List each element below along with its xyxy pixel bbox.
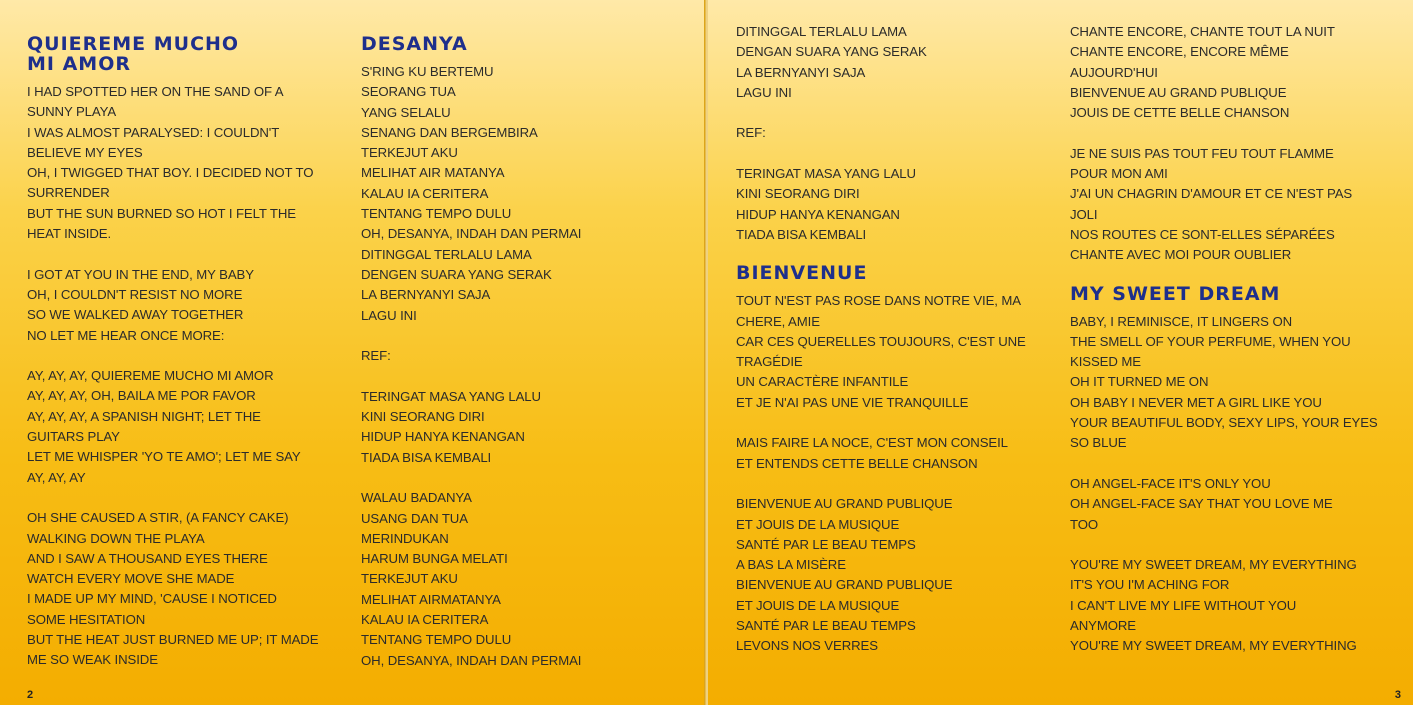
lyric-line: KINI SEORANG DIRI — [361, 409, 485, 425]
lyric-line: J'AI UN CHAGRIN D'AMOUR ET CE N'EST PAS — [1070, 186, 1353, 202]
lyrics-my-sweet-dream — [1070, 312, 1378, 657]
lyric-line: CHANTE ENCORE, ENCORE MÊME — [1070, 44, 1289, 60]
lyric-line: A BAS LA MISÈRE — [736, 557, 846, 573]
lyric-line: HIDUP HANYA KENANGAN — [361, 429, 525, 445]
lyrics-desanya — [361, 62, 581, 671]
lyric-line: UN CARACTÈRE INFANTILE — [736, 374, 909, 390]
lyric-line: TERKEJUT AKU — [361, 145, 458, 161]
lyric-line: POUR MON AMI — [1070, 166, 1168, 182]
lyric-line: SO BLUE — [1070, 435, 1127, 451]
stanza-break — [27, 488, 318, 508]
desanya-continued — [736, 22, 1026, 657]
lyric-line: ET ENTENDS CETTE BELLE CHANSON — [736, 455, 978, 471]
lyric-line: REF: — [361, 348, 391, 364]
lyric-line: HIDUP HANYA KENANGAN — [736, 206, 900, 222]
lyric-line: SEORANG TUA — [361, 84, 456, 100]
lyric-line: TERKEJUT AKU — [361, 571, 458, 587]
lyric-line: OH BABY I NEVER MET A GIRL LIKE YOU — [1070, 394, 1322, 410]
lyric-line: BELIEVE MY EYES — [27, 144, 143, 160]
lyric-line: ET JOUIS DE LA MUSIQUE — [736, 597, 900, 613]
page-number-left: 2 — [27, 689, 34, 701]
song-title-desanya — [361, 34, 581, 54]
lyric-line: SANTÉ PAR LE BEAU TEMPS — [736, 536, 916, 552]
lyric-line: I HAD SPOTTED HER ON THE SAND OF A — [27, 84, 284, 99]
lyric-line: ET JE N'AI PAS UNE VIE TRANQUILLE — [736, 394, 969, 410]
lyrics-quiereme — [27, 82, 318, 671]
lyric-line: WATCH EVERY MOVE SHE MADE — [27, 571, 235, 587]
lyric-line: OH ANGEL-FACE SAY THAT YOU LOVE ME — [1070, 496, 1333, 512]
lyric-line: HARUM BUNGA MELATI — [361, 551, 508, 567]
lyric-line: NOS ROUTES CE SONT-ELLES SÉPARÉES — [1070, 226, 1335, 242]
song-title-line: QUIEREME MUCHO — [27, 33, 240, 55]
lyric-line: ME SO WEAK INSIDE — [27, 652, 158, 668]
song-title-line: BIENVENUE — [736, 262, 868, 285]
lyrics-bienvenue — [736, 291, 1026, 656]
lyric-line: IT'S YOU I'M ACHING FOR — [1070, 577, 1230, 593]
lyric-line: TOO — [1070, 516, 1099, 532]
song-title-my-sweet-dream — [1070, 284, 1378, 304]
lyric-line: OH, DESANYA, INDAH DAN PERMAI — [361, 652, 582, 668]
lyric-line: LAGU INI — [361, 307, 417, 323]
song-title-bienvenue — [736, 263, 1026, 283]
lyric-line: KISSED ME — [1070, 354, 1141, 370]
stanza-break — [736, 144, 1026, 164]
song-title-quiereme — [27, 34, 318, 74]
lyric-line: JOUIS DE CETTE BELLE CHANSON — [1070, 105, 1290, 121]
page-number-right: 3 — [1394, 689, 1401, 701]
lyric-line: GUITARS PLAY — [27, 429, 120, 445]
lyric-line: LA BERNYANYI SAJA — [361, 287, 491, 303]
lyric-line: NO LET ME HEAR ONCE MORE: — [27, 327, 225, 343]
lyric-line: BIENVENUE AU GRAND PUBLIQUE — [1070, 84, 1287, 100]
lyric-line: AUJOURD'HUI — [1070, 64, 1158, 80]
lyric-line: SOME HESITATION — [27, 611, 146, 627]
stanza-break — [361, 366, 581, 386]
lyric-line: I CAN'T LIVE MY LIFE WITHOUT YOU — [1070, 597, 1297, 613]
lyric-line: YANG SELALU — [361, 104, 451, 120]
lyric-line: YOUR BEAUTIFUL BODY, SEXY LIPS, YOUR EYES — [1070, 415, 1378, 431]
lyric-line: WALAU BADANYA — [361, 490, 472, 506]
lyric-line: TENTANG TEMPO DULU — [361, 632, 512, 648]
lyric-line: KINI SEORANG DIRI — [736, 186, 860, 202]
lyric-line: BIENVENUE AU GRAND PUBLIQUE — [736, 496, 953, 512]
lyric-line: DENGEN SUARA YANG SERAK — [361, 266, 552, 282]
lyric-line: SO WE WALKED AWAY TOGETHER — [27, 307, 244, 323]
song-title-line: MI AMOR — [27, 53, 131, 75]
lyric-line: AND I SAW A THOUSAND EYES THERE — [27, 550, 268, 566]
lyric-line: CAR CES QUERELLES TOUJOURS, C'EST UNE — [736, 333, 1026, 349]
lyric-line: OH SHE CAUSED A STIR, (A FANCY CAKE) — [27, 510, 289, 526]
lyric-line: BIENVENUE AU GRAND PUBLIQUE — [736, 577, 953, 593]
stanza-break — [361, 326, 581, 346]
lyric-line: OH ANGEL-FACE IT'S ONLY YOU — [1070, 475, 1271, 491]
lyric-line: LAGU INI — [736, 84, 792, 100]
lyric-line: JE NE SUIS PAS TOUT FEU TOUT FLAMME — [1070, 145, 1334, 161]
stanza-break — [27, 346, 318, 366]
lyric-line: LA BERNYANYI SAJA — [736, 64, 866, 80]
lyric-line: MELIHAT AIRMATANYA — [361, 591, 501, 607]
lyric-line: LEVONS NOS VERRES — [736, 638, 878, 654]
lyric-line: CHANTE ENCORE, CHANTE TOUT LA NUIT — [1070, 24, 1335, 39]
lyric-line: I WAS ALMOST PARALYSED: I COULDN'T — [27, 124, 280, 140]
stanza-break — [736, 474, 1026, 494]
bienvenue-continued — [1070, 22, 1378, 657]
lyric-line: AY, AY, AY — [27, 469, 86, 485]
song-desanya — [361, 34, 581, 671]
lyric-line: LET ME WHISPER 'YO TE AMO'; LET ME SAY — [27, 449, 301, 465]
lyric-line: TERINGAT MASA YANG LALU — [361, 388, 541, 404]
lyric-line: DENGAN SUARA YANG SERAK — [736, 44, 927, 60]
lyric-line: ET JOUIS DE LA MUSIQUE — [736, 516, 900, 532]
lyric-line: USANG DAN TUA — [361, 510, 468, 526]
lyric-line: DITINGGAL TERLALU LAMA — [736, 24, 907, 39]
lyric-line: YOU'RE MY SWEET DREAM, MY EVERYTHING — [1070, 557, 1357, 573]
stanza-break — [736, 103, 1026, 123]
lyric-line: MELIHAT AIR MATANYA — [361, 165, 505, 181]
lyric-line: TRAGÉDIE — [736, 354, 803, 370]
lyric-line: THE SMELL OF YOUR PERFUME, WHEN YOU — [1070, 333, 1351, 349]
lyric-line: TENTANG TEMPO DULU — [361, 206, 512, 222]
lyric-line: SENANG DAN BERGEMBIRA — [361, 124, 538, 140]
left-page — [0, 0, 706, 705]
lyric-line: BABY, I REMINISCE, IT LINGERS ON — [1070, 313, 1293, 329]
lyrics-bienvenue-continued — [1070, 22, 1378, 266]
lyric-line: KALAU IA CERITERA — [361, 185, 489, 201]
lyric-line: TIADA BISA KEMBALI — [361, 449, 492, 465]
lyric-line: KALAU IA CERITERA — [361, 612, 489, 628]
stanza-break — [27, 244, 318, 264]
stanza-break — [1070, 535, 1378, 555]
lyric-line: CHERE, AMIE — [736, 313, 820, 329]
lyric-line: REF: — [736, 125, 766, 141]
lyric-line: MERINDUKAN — [361, 530, 449, 546]
stanza-break — [361, 468, 581, 488]
lyric-line: AY, AY, AY, A SPANISH NIGHT; LET THE — [27, 408, 261, 424]
lyric-line: AY, AY, AY, QUIEREME MUCHO MI AMOR — [27, 368, 274, 384]
lyric-line: YOU'RE MY SWEET DREAM, MY EVERYTHING — [1070, 638, 1357, 654]
lyric-line: SURRENDER — [27, 185, 110, 201]
lyric-line: BUT THE HEAT JUST BURNED ME UP; IT MADE — [27, 632, 319, 648]
stanza-break — [1070, 454, 1378, 474]
lyric-line: WALKING DOWN THE PLAYA — [27, 530, 205, 546]
right-page — [708, 0, 1413, 705]
lyric-line: I GOT AT YOU IN THE END, MY BABY — [27, 266, 254, 282]
lyric-line: DITINGGAL TERLALU LAMA — [361, 246, 532, 262]
lyric-line: HEAT INSIDE. — [27, 226, 112, 242]
lyric-line: TERINGAT MASA YANG LALU — [736, 166, 916, 182]
song-quiereme — [27, 34, 318, 671]
lyric-line: OH, DESANYA, INDAH DAN PERMAI — [361, 226, 582, 242]
lyric-line: JOLI — [1070, 206, 1098, 222]
lyric-line: I MADE UP MY MIND, 'CAUSE I NOTICED — [27, 591, 277, 607]
lyric-line: OH IT TURNED ME ON — [1070, 374, 1209, 390]
stanza-break — [1070, 123, 1378, 143]
lyric-line: SUNNY PLAYA — [27, 104, 117, 120]
lyric-line: SANTÉ PAR LE BEAU TEMPS — [736, 618, 916, 634]
lyric-line: ANYMORE — [1070, 618, 1136, 634]
lyric-line: AY, AY, AY, OH, BAILA ME POR FAVOR — [27, 388, 256, 404]
song-title-line: DESANYA — [361, 33, 468, 55]
lyrics-desanya-continued — [736, 22, 1026, 245]
lyric-line: TIADA BISA KEMBALI — [736, 226, 867, 242]
lyric-line: OH, I COULDN'T RESIST NO MORE — [27, 286, 243, 302]
lyric-line: TOUT N'EST PAS ROSE DANS NOTRE VIE, MA — [736, 293, 1021, 309]
lyric-line: CHANTE AVEC MOI POUR OUBLIER — [1070, 247, 1292, 263]
lyric-line: BUT THE SUN BURNED SO HOT I FELT THE — [27, 205, 296, 221]
song-title-line: MY SWEET DREAM — [1070, 282, 1281, 305]
stanza-break — [736, 413, 1026, 433]
lyric-line: S'RING KU BERTEMU — [361, 64, 494, 79]
lyric-line: MAIS FAIRE LA NOCE, C'EST MON CONSEIL — [736, 435, 1008, 451]
lyric-line: OH, I TWIGGED THAT BOY. I DECIDED NOT TO — [27, 165, 314, 181]
